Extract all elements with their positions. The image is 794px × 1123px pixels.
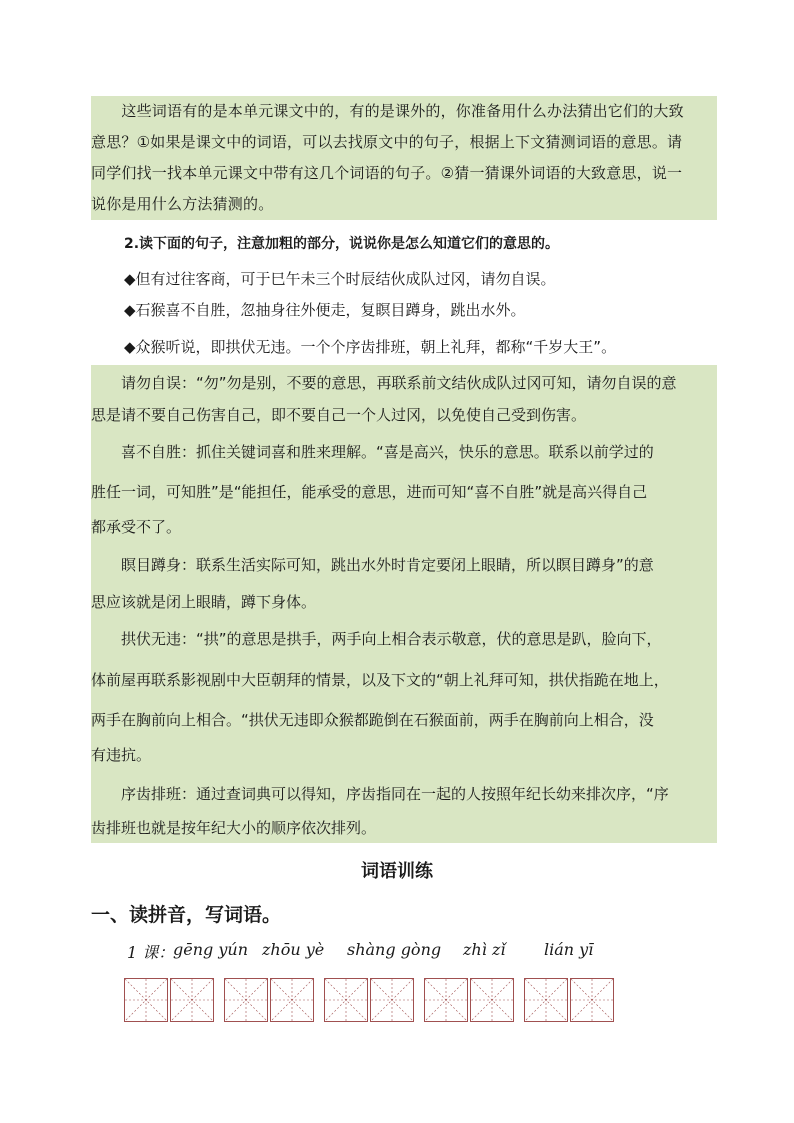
question-heading: 2.读下面的句子，注意加粗的部分，说说你是怎么知道它们的意思的。 — [124, 236, 560, 252]
text-line: 都承受不了。 — [91, 518, 182, 536]
page-title: 词语训练 — [361, 861, 433, 882]
text-line: 意思？①如果是课文中的词语，可以去找原文中的句子，根据上下文猜测词语的意思。请 — [91, 133, 683, 151]
intro-paragraph — [91, 96, 717, 220]
answer-box-pair[interactable] — [424, 978, 516, 1022]
answer-block — [91, 365, 717, 843]
text-line: 这些词语有的是本单元课文中的，有的是课外的，你准备用什么办法猜出它们的大致 — [91, 102, 684, 120]
text-line: 瞑目蹲身：联系生活实际可知，跳出水外时肯定要闭上眼睛，所以瞑目蹲身”的意 — [91, 556, 654, 574]
grid-guides — [371, 979, 413, 1021]
grid-guides — [225, 979, 267, 1021]
grid-guides — [271, 979, 313, 1021]
grid-guides — [571, 979, 613, 1021]
text-line: 序齿排班：通过查词典可以得知，序齿指同在一起的人按照年纪长幼来排次序，“序 — [91, 785, 669, 803]
grid-guides — [525, 979, 567, 1021]
section-heading: 一、读拼音，写词语。 — [91, 904, 282, 926]
pinyin-word: shàng gòng — [347, 940, 442, 959]
text-line: 体前屋再联系影视剧中大臣朝拜的情景，以及下文的“朝上礼拜可知，拱伏指跪在地上， — [91, 671, 669, 689]
pinyin-word: lián yī — [544, 940, 594, 959]
text-line: 齿排班也就是按年纪大小的顺序依次排列。 — [91, 819, 377, 837]
grid-guides — [425, 979, 467, 1021]
bullet-sentence: ◆石猴喜不自胜，忽抽身往外便走，复瞑目蹲身，跳出水外。 — [124, 301, 526, 319]
pinyin-word: zhì zǐ — [463, 940, 506, 959]
grid-guides — [471, 979, 513, 1021]
answer-box-pair[interactable] — [224, 978, 316, 1022]
pinyin-label: 1 课： — [127, 943, 175, 962]
writing-grid — [0, 978, 794, 1024]
answer-box-pair[interactable] — [324, 978, 416, 1022]
text-line: 胜任一词，可知胜”是“能担任，能承受的意思，进而可知“喜不自胜”就是高兴得自己 — [91, 483, 648, 501]
writing-cell[interactable] — [224, 978, 268, 1022]
answer-box-pair[interactable] — [124, 978, 216, 1022]
writing-cell[interactable] — [270, 978, 314, 1022]
pinyin-word: gēng yún — [173, 940, 248, 959]
writing-cell[interactable] — [124, 978, 168, 1022]
text-line: 喜不自胜：抓住关键词喜和胜来理解。“喜是高兴，快乐的意思。联系以前学过的 — [91, 443, 654, 461]
bullet-sentence: ◆但有过往客商，可于巳午未三个时辰结伙成队过冈，请勿自误。 — [124, 270, 556, 288]
grid-guides — [325, 979, 367, 1021]
grid-guides — [171, 979, 213, 1021]
writing-cell[interactable] — [170, 978, 214, 1022]
writing-cell[interactable] — [470, 978, 514, 1022]
answer-box-pair[interactable] — [524, 978, 616, 1022]
text-line: 两手在胸前向上相合。“拱伏无违即众猴都跪倒在石猴面前，两手在胸前向上相合，没 — [91, 711, 654, 729]
writing-cell[interactable] — [524, 978, 568, 1022]
writing-cell[interactable] — [370, 978, 414, 1022]
writing-cell[interactable] — [324, 978, 368, 1022]
writing-cell[interactable] — [424, 978, 468, 1022]
text-line: 思应该就是闭上眼睛，蹲下身体。 — [91, 593, 317, 611]
writing-cell[interactable] — [570, 978, 614, 1022]
text-line: 同学们找一找本单元课文中带有这几个词语的句子。②猜一猜课外词语的大致意思，说一 — [91, 164, 683, 182]
text-line: 拱伏无违：“拱”的意思是拱手，两手向上相合表示敬意，伏的意思是趴，脸向下， — [91, 630, 662, 648]
text-line: 有违抗。 — [91, 746, 152, 764]
text-line: 思是请不要自己伤害自己，即不要自己一个人过冈，以免使自己受到伤害。 — [91, 406, 587, 424]
text-line: 请勿自误：“勿”勿是别，不要的意思，再联系前文结伙成队过冈可知，请勿自误的意 — [91, 374, 677, 392]
pinyin-word: zhōu yè — [262, 940, 325, 959]
grid-guides — [125, 979, 167, 1021]
bullet-sentence: ◆众猴听说，即拱伏无违。一个个序齿排班，朝上礼拜，都称“千岁大王”。 — [124, 338, 617, 356]
text-line: 说你是用什么方法猜测的。 — [91, 195, 274, 213]
